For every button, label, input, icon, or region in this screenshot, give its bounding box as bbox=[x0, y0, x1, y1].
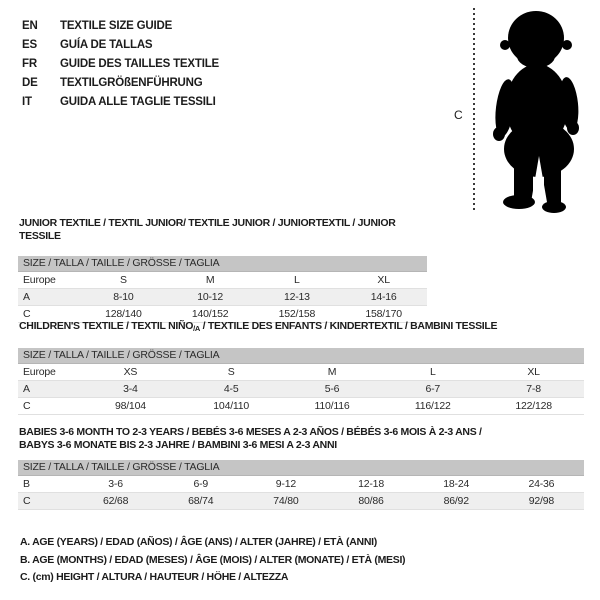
table-row bbox=[18, 272, 427, 289]
children-title-subscript: /A bbox=[193, 324, 201, 333]
size-cell: 110/116 bbox=[282, 398, 383, 415]
size-cell: 158/170 bbox=[340, 306, 427, 323]
size-cell: 122/128 bbox=[483, 398, 584, 415]
size-cell: 98/104 bbox=[80, 398, 181, 415]
size-cell: S bbox=[80, 272, 167, 289]
size-cell: 12-13 bbox=[254, 289, 341, 306]
children-title-pre: CHILDREN'S TEXTILE / TEXTIL NIÑO bbox=[19, 320, 194, 332]
language-row bbox=[22, 16, 219, 35]
language-code: ES bbox=[22, 38, 37, 51]
language-code: DE bbox=[22, 76, 38, 89]
row-label: A bbox=[18, 289, 80, 306]
section-babies bbox=[18, 426, 584, 510]
size-cell: 6-7 bbox=[382, 381, 483, 398]
size-cell: 62/68 bbox=[73, 493, 158, 510]
babies-size-table bbox=[18, 476, 584, 510]
size-cell: 128/140 bbox=[80, 306, 167, 323]
size-cell: 5-6 bbox=[282, 381, 383, 398]
babies-title-line2: BABYS 3-6 MONATE BIS 2-3 JAHRE / BAMBINI 3-6 MESI A 2-3 ANNI bbox=[19, 439, 337, 451]
size-cell: 152/158 bbox=[254, 306, 341, 323]
language-list bbox=[22, 16, 219, 111]
children-size-header-bar: SIZE / TALLA / TAILLE / GRÖSSE / TAGLIA bbox=[18, 348, 584, 364]
language-code: FR bbox=[22, 57, 37, 70]
language-label: GUIDE DES TAILLES TEXTILE bbox=[60, 57, 219, 70]
size-cell: 86/92 bbox=[414, 493, 499, 510]
table-row bbox=[18, 289, 427, 306]
table-row bbox=[18, 476, 584, 493]
size-cell: 3-6 bbox=[73, 476, 158, 493]
size-cell: 12-18 bbox=[328, 476, 413, 493]
babies-size-header-bar: SIZE / TALLA / TAILLE / GRÖSSE / TAGLIA bbox=[18, 460, 584, 476]
language-code: EN bbox=[22, 19, 38, 32]
table-row bbox=[18, 381, 584, 398]
baby-silhouette-icon bbox=[483, 8, 595, 214]
size-cell: 24-36 bbox=[499, 476, 584, 493]
language-label: GUÍA DE TALLAS bbox=[60, 38, 153, 51]
size-cell: M bbox=[167, 272, 254, 289]
junior-section-title: JUNIOR TEXTILE / TEXTIL JUNIOR/ TEXTILE JUNIOR / JUNIORTEXTIL / JUNIOR TESSILE bbox=[19, 217, 396, 242]
size-cell: L bbox=[382, 364, 483, 381]
size-cell: M bbox=[282, 364, 383, 381]
table-row bbox=[18, 364, 584, 381]
row-label: C bbox=[18, 493, 73, 510]
section-children bbox=[18, 320, 584, 415]
size-cell: 4-5 bbox=[181, 381, 282, 398]
junior-size-table bbox=[18, 272, 427, 323]
size-cell: S bbox=[181, 364, 282, 381]
row-label: C bbox=[18, 398, 80, 415]
row-label: Europe bbox=[18, 364, 80, 381]
size-cell: XS bbox=[80, 364, 181, 381]
table-row bbox=[18, 398, 584, 415]
language-label: TEXTILGRÖßENFÜHRUNG bbox=[60, 76, 203, 89]
size-cell: 10-12 bbox=[167, 289, 254, 306]
children-title-post: / TEXTILE DES ENFANTS / KINDERTEXTIL / BAMBINI TESSILE bbox=[200, 320, 498, 332]
language-label: TEXTILE SIZE GUIDE bbox=[60, 19, 173, 32]
size-cell: L bbox=[254, 272, 341, 289]
size-cell: XL bbox=[340, 272, 427, 289]
size-cell: 104/110 bbox=[181, 398, 282, 415]
junior-size-header-bar: SIZE / TALLA / TAILLE / GRÖSSE / TAGLIA bbox=[18, 256, 427, 272]
language-row bbox=[22, 92, 219, 111]
language-code: IT bbox=[22, 95, 32, 108]
children-section-title bbox=[19, 320, 584, 335]
height-measure-dotted-line bbox=[473, 8, 475, 210]
size-cell: 14-16 bbox=[340, 289, 427, 306]
size-cell: 18-24 bbox=[414, 476, 499, 493]
language-row bbox=[22, 73, 219, 92]
size-cell: 68/74 bbox=[158, 493, 243, 510]
size-cell: 116/122 bbox=[382, 398, 483, 415]
size-cell: 7-8 bbox=[483, 381, 584, 398]
language-row bbox=[22, 54, 219, 73]
size-cell: 74/80 bbox=[243, 493, 328, 510]
size-cell: 3-4 bbox=[80, 381, 181, 398]
row-label: C bbox=[18, 306, 80, 323]
row-label: B bbox=[18, 476, 73, 493]
language-label: GUIDA ALLE TAGLIE TESSILI bbox=[60, 95, 216, 108]
size-cell: 9-12 bbox=[243, 476, 328, 493]
footnote-age-months: B. AGE (MONTHS) / EDAD (MESES) / ÂGE (MOIS) / ALTER (MONATE) / ETÀ (MESI) bbox=[20, 553, 406, 566]
size-cell: 92/98 bbox=[499, 493, 584, 510]
size-cell: XL bbox=[483, 364, 584, 381]
language-row bbox=[22, 35, 219, 54]
row-label: A bbox=[18, 381, 80, 398]
height-measure-label: C bbox=[454, 108, 463, 122]
size-cell: 8-10 bbox=[80, 289, 167, 306]
row-label: Europe bbox=[18, 272, 80, 289]
footnotes bbox=[20, 534, 405, 587]
footnote-age-years: A. AGE (YEARS) / EDAD (AÑOS) / ÂGE (ANS) / ALTER (JAHRE) / ETÀ (ANNI) bbox=[20, 536, 377, 548]
size-cell: 140/152 bbox=[167, 306, 254, 323]
children-size-table bbox=[18, 364, 584, 415]
size-cell: 6-9 bbox=[158, 476, 243, 493]
babies-title-line1: BABIES 3-6 MONTH TO 2-3 YEARS / BEBÉS 3-6 MESES A 2-3 AÑOS / BÉBÉS 3-6 MOIS À 2-3 ANS / bbox=[19, 426, 482, 438]
table-row bbox=[18, 493, 584, 510]
babies-section-title bbox=[19, 426, 584, 452]
section-junior bbox=[18, 217, 427, 323]
size-cell: 80/86 bbox=[328, 493, 413, 510]
baby-figure-area bbox=[452, 6, 600, 218]
footnote-height-cm: C. (cm) HEIGHT / ALTURA / HAUTEUR / HÖHE / ALTEZZA bbox=[20, 571, 289, 583]
